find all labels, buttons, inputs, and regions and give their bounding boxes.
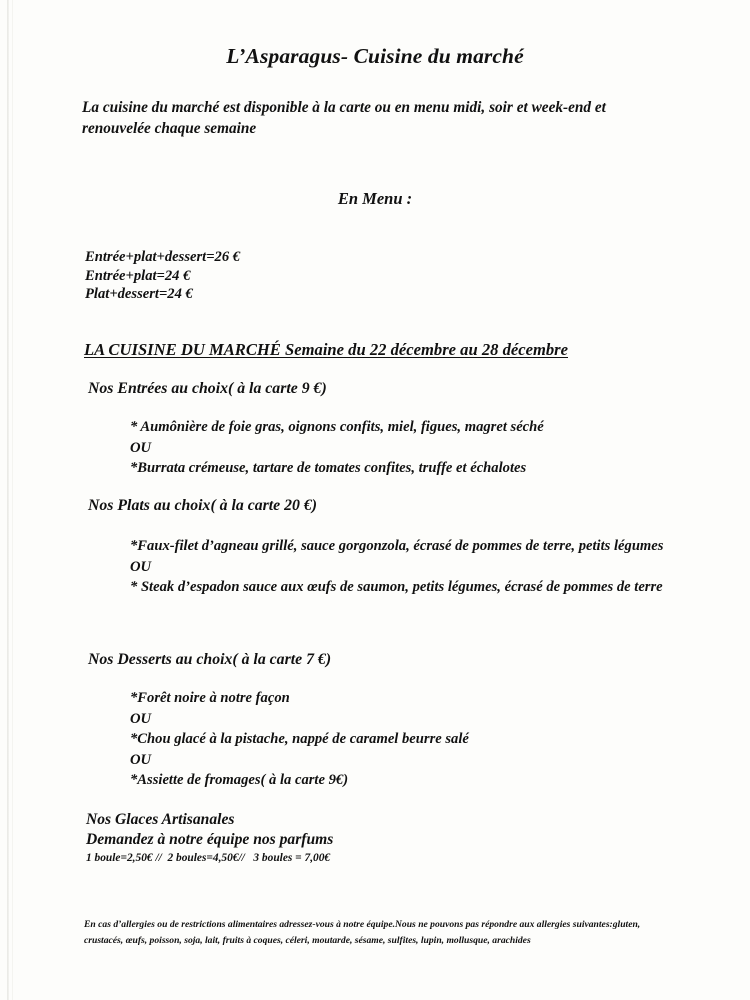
formula-item: Entrée+plat=24 € <box>85 267 191 284</box>
menu-item: *Burrata crémeuse, tartare de tomates confites, truffe et échalotes <box>130 460 527 476</box>
course-heading-entrees: Nos Entrées au choix( à la carte 9 €) <box>88 380 327 397</box>
menu-item: * Steak d’espadon sauce aux œufs de saumon, petits légumes, écrasé de pommes de terre <box>130 579 663 595</box>
menu-item-separator: OU <box>130 710 152 727</box>
menu-item: *Faux-filet d’agneau grillé, sauce gorgonzola, écrasé de pommes de terre, petits légumes <box>130 538 664 554</box>
course-items-desserts <box>82 688 682 791</box>
glaces-heading: Nos Glaces Artisanales <box>86 811 235 828</box>
menu-item: *Chou glacé à la pistache, nappé de caramel beurre salé <box>130 731 469 747</box>
formula-item: Plat+dessert=24 € <box>85 286 193 303</box>
course-heading-desserts: Nos Desserts au choix( à la carte 7 €) <box>88 651 332 668</box>
menu-item-separator: OU <box>130 558 152 575</box>
course-items-entrees <box>82 417 682 479</box>
formula-item: Entrée+plat+dessert=26 € <box>85 249 241 265</box>
cuisine-du-marche-heading: LA CUISINE DU MARCHÉ Semaine du 22 décembre au 28 décembre <box>84 340 568 359</box>
page-title: L’Asparagus- Cuisine du marché <box>226 44 524 68</box>
course-heading-plats: Nos Plats au choix( à la carte 20 €) <box>88 497 318 514</box>
intro-paragraph: La cuisine du marché est disponible à la carte ou en menu midi, soir et week-end et renouvelée chaque semaine <box>82 99 606 137</box>
menu-formulas-list <box>85 248 240 304</box>
en-menu-heading: En Menu : <box>337 189 413 208</box>
menu-item-separator: OU <box>130 439 152 456</box>
allergen-notice: En cas d’allergies ou de restrictions alimentaires adressez-vous à notre équipe.Nous ne pouvons pas répondre aux allergies suivantes:gluten, crustacés, œufs, poisson, soja, lait, fruits à coques, céleri, moutarde, sésame, sulfites, lupin, mollusque, arachides <box>84 919 641 946</box>
glaces-subheading: Demandez à notre équipe nos parfums <box>86 831 334 848</box>
menu-item: *Forêt noire à notre façon <box>130 690 290 706</box>
glaces-section <box>86 810 333 866</box>
menu-item-separator: OU <box>130 751 152 768</box>
menu-item: *Assiette de fromages( à la carte 9€) <box>130 772 349 788</box>
glaces-prices: 1 boule=2,50€ // 2 boules=4,50€// 3 boules = 7,00€ <box>86 852 331 864</box>
menu-item: * Aumônière de foie gras, oignons confits, miel, figues, magret séché <box>130 419 544 435</box>
course-items-plats <box>82 536 677 598</box>
